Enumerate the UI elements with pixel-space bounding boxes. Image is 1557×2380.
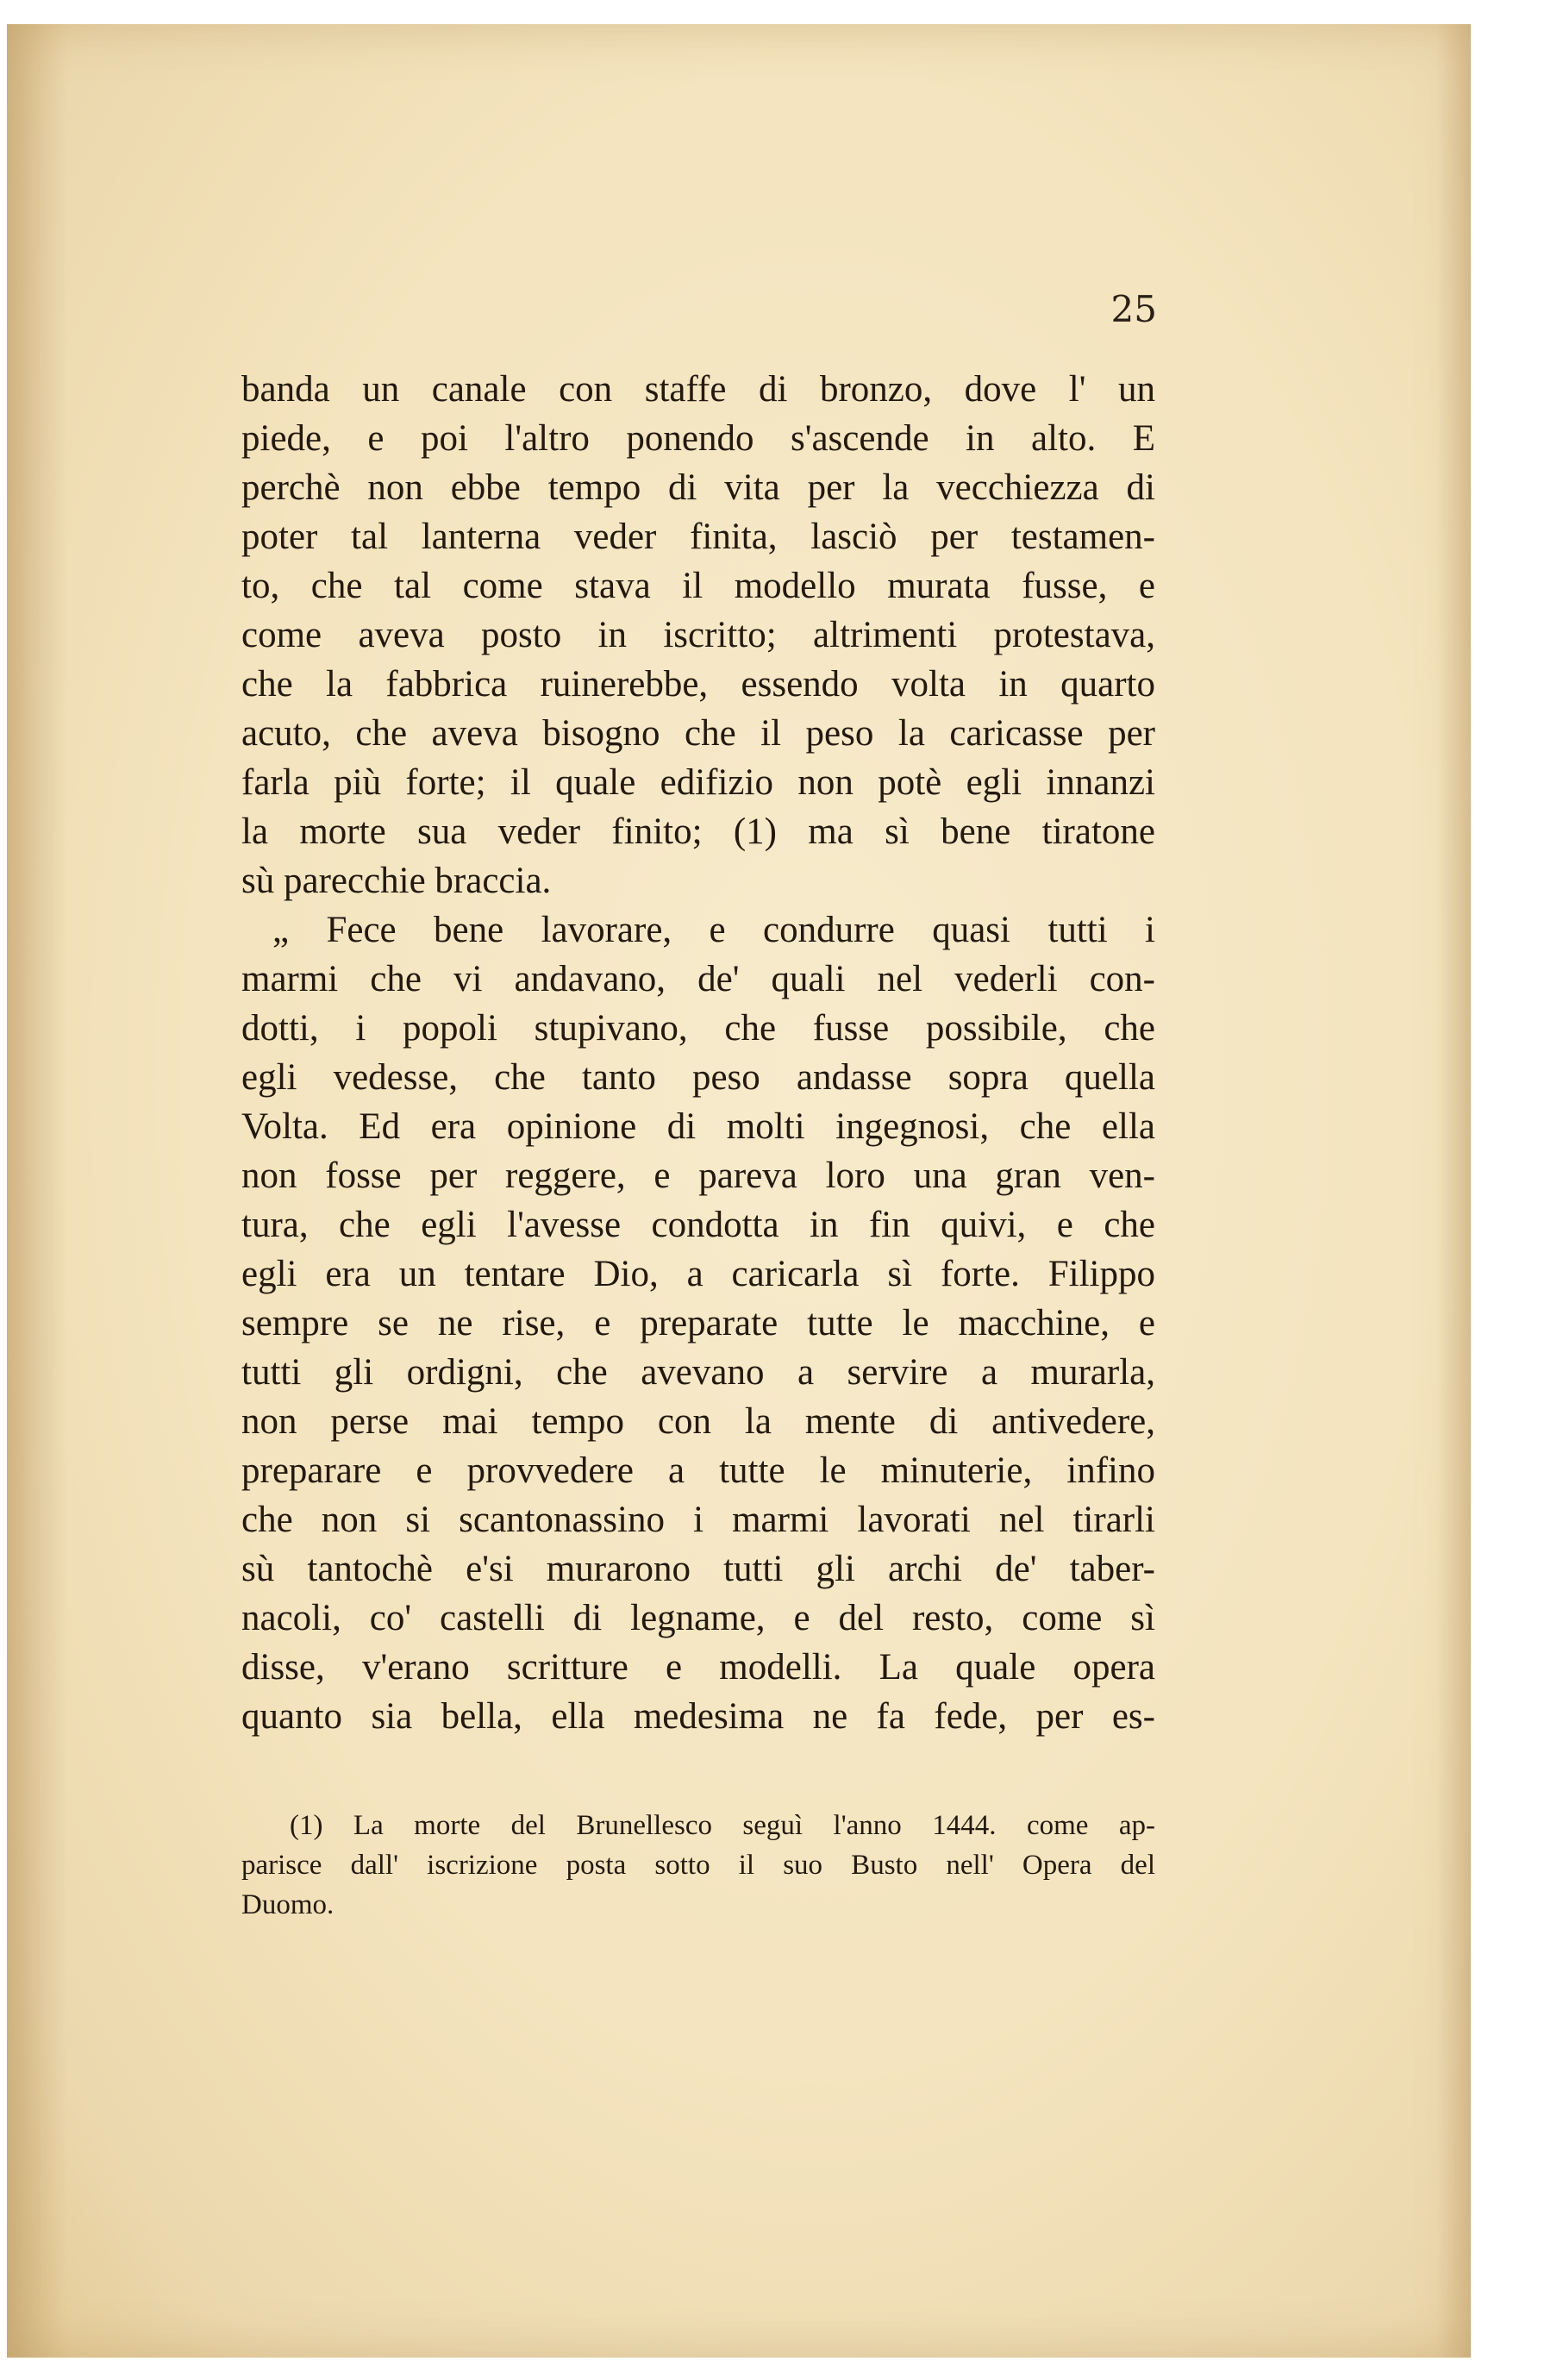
text-line: non perse mai tempo con la mente di antivedere, [241, 1401, 1155, 1442]
text-line: banda un canale con staffe di bronzo, dove l' un [241, 369, 1155, 410]
text-line: disse, v'erano scritture e modelli. La quale opera [241, 1647, 1155, 1688]
page-edge-shadow-right [1436, 24, 1471, 2358]
text-line: tutti gli ordigni, che avevano a servire a murarla, [241, 1352, 1155, 1393]
footnote [241, 1806, 1155, 1925]
text-line-paragraph-start: „ Fece bene lavorare, e condurre quasi tutti i [272, 910, 1155, 950]
text-line: la morte sua veder finito; (1) ma sì bene tiratone [241, 811, 1155, 852]
text-line: Volta. Ed era opinione di molti ingegnosi, che ella [241, 1106, 1155, 1147]
text-line: sempre se ne rise, e preparate tutte le macchine, e [241, 1303, 1155, 1343]
text-line: egli era un tentare Dio, a caricarla sì forte. Filippo [241, 1254, 1155, 1294]
text-line: acuto, che aveva bisogno che il peso la caricasse per [241, 713, 1155, 754]
text-line: sù tantochè e'si murarono tutti gli archi de' taber- [241, 1549, 1155, 1589]
text-line: che non si scantonassino i marmi lavorati nel tirarli [241, 1500, 1155, 1540]
text-line: tura, che egli l'avesse condotta in fin quivi, e che [241, 1205, 1155, 1245]
text-line: farla più forte; il quale edifizio non potè egli innanzi [241, 762, 1155, 803]
page-number: 25 [1110, 288, 1157, 330]
body-text [241, 365, 1155, 1741]
text-line: poter tal lanterna veder finita, lasciò per testamen- [241, 517, 1155, 557]
text-line: come aveva posto in iscritto; altrimenti protestava, [241, 615, 1155, 655]
text-line-paragraph-end: sù parecchie braccia. [241, 861, 552, 901]
text-line: piede, e poi l'altro ponendo s'ascende in alto. E [241, 418, 1155, 459]
text-line: nacoli, co' castelli di legname, e del resto, come sì [241, 1598, 1155, 1638]
text-line: non fosse per reggere, e pareva loro una gran ven- [241, 1156, 1155, 1196]
text-line: che la fabbrica ruinerebbe, essendo volta in quarto [241, 664, 1155, 705]
footnote-line: Duomo. [241, 1889, 335, 1920]
text-line: egli vedesse, che tanto peso andasse sopra quella [241, 1057, 1155, 1098]
text-line: perchè non ebbe tempo di vita per la vecchiezza di [241, 467, 1155, 508]
text-line: marmi che vi andavano, de' quali nel vederli con- [241, 959, 1155, 999]
text-line: quanto sia bella, ella medesima ne fa fede, per es- [241, 1696, 1155, 1737]
footnote-line: parisce dall' iscrizione posta sotto il suo Busto nell' Opera del [241, 1850, 1155, 1881]
text-line: preparare e provvedere a tutte le minuterie, infino [241, 1450, 1155, 1491]
footnote-line: (1) La morte del Brunellesco seguì l'anno 1444. come ap- [290, 1810, 1155, 1841]
book-page [7, 24, 1471, 2358]
page-edge-shadow-left [7, 24, 67, 2358]
text-line: to, che tal come stava il modello murata fusse, e [241, 566, 1155, 606]
text-line: dotti, i popoli stupivano, che fusse possibile, che [241, 1008, 1155, 1049]
